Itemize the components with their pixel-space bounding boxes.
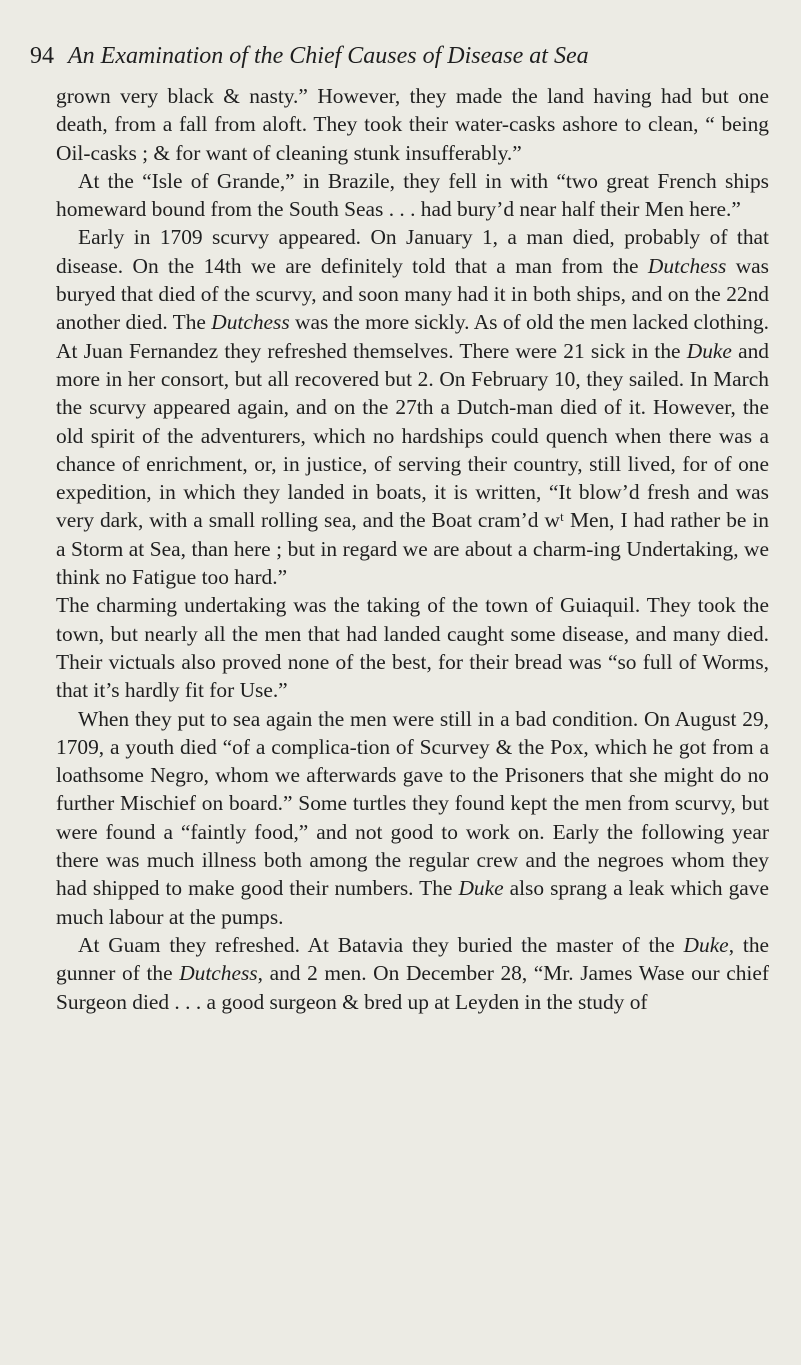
page-number: 94 — [30, 43, 54, 69]
paragraph — [56, 82, 769, 167]
text-run: The charming undertaking was the taking of the town of Guiaquil. They took the town, but nearly all the men that had landed caught some disease, and many died. Their victuals also proved none of the best, for their bread was “so full of Worms, that it’s hardly fit for Use.” — [56, 593, 769, 703]
paragraph — [56, 167, 769, 224]
paragraph — [56, 223, 769, 591]
text-run: grown very black & nasty.” However, they made the land having had but one death, from a fall from aloft. They took their water-casks ashore to clean, “ being Oil-casks ; & for want of cleaning stunk insufferably.” — [56, 84, 769, 165]
text-run: also sprang a leak which gave much labour at the pumps. — [56, 876, 769, 929]
ship-name: Duke — [458, 876, 504, 901]
text-run: At the “Isle of Grande,” in Brazile, they fell in with “two great French ships homeward bound from the South Seas . . . had bury’d near half their Men here.” — [56, 168, 769, 222]
ship-name: Dutchess — [211, 310, 290, 335]
running-title: An Examination of the Chief Causes of Disease at Sea — [68, 43, 589, 69]
paragraph — [56, 931, 769, 1016]
text-run: , the gunner of the — [56, 932, 770, 986]
running-header — [30, 40, 775, 72]
ship-name: Dutchess — [647, 253, 727, 278]
paragraph — [56, 591, 769, 704]
text-run: was buryed that died of the scurvy, and soon many had it in both ships, and on the 22nd another died. The — [56, 253, 769, 335]
text-run: At Guam they refreshed. At Batavia they buried the master of the — [78, 932, 684, 957]
ship-name: Dutchess — [179, 961, 258, 986]
text-run: , and 2 men. On December 28, “Mr. James Wase our chief Surgeon died . . . a good surgeon & bred up at Leyden in the study of — [56, 961, 769, 1014]
body-text — [56, 82, 769, 1016]
text-run: When they put to sea again the men were still in a bad condition. On August 29, 1709, a youth died “of a complica-tion of Scurvey & the Pox, which he got from a loathsome Negro, whom we afterwards gave to the Prisoners that she might do no further Mischief on board.” Some turtles they found kept the men from scurvy, but were found a “faintly food,” and not good to work on. Early the following year there was much illness both among the regular crew and the negroes whom they had shipped to make good their numbers. The — [56, 706, 769, 901]
text-run: and more in her consort, but all recovered but 2. On February 10, they sailed. In March the scurvy appeared again, and on the 27th a Dutch-man died of it. However, the old spirit of the adventurers, which no hardships could quench when there was a chance of enrichment, or, in justice, of serving their country, still lived, for of one expedition, in which they landed in boats, it is written, “It blow’d fresh and was very dark, with a small rolling sea, and the Boat cram’d wᵗ Men, I had rather be in a Storm at Sea, than here ; but in regard we are about a charm-ing Undertaking, we think no Fatigue too hard.” — [56, 338, 769, 590]
ship-name: Duke — [686, 338, 732, 363]
ship-name: Duke — [683, 932, 729, 957]
paragraph — [56, 705, 769, 931]
text-run: Early in 1709 scurvy appeared. On January 1, a man died, probably of that disease. On the 14th we are definitely told that a man from the — [56, 225, 769, 278]
text-run: was the more sickly. As of old the men lacked clothing. At Juan Fernandez they refreshed themselves. There were 21 sick in the — [56, 310, 769, 363]
